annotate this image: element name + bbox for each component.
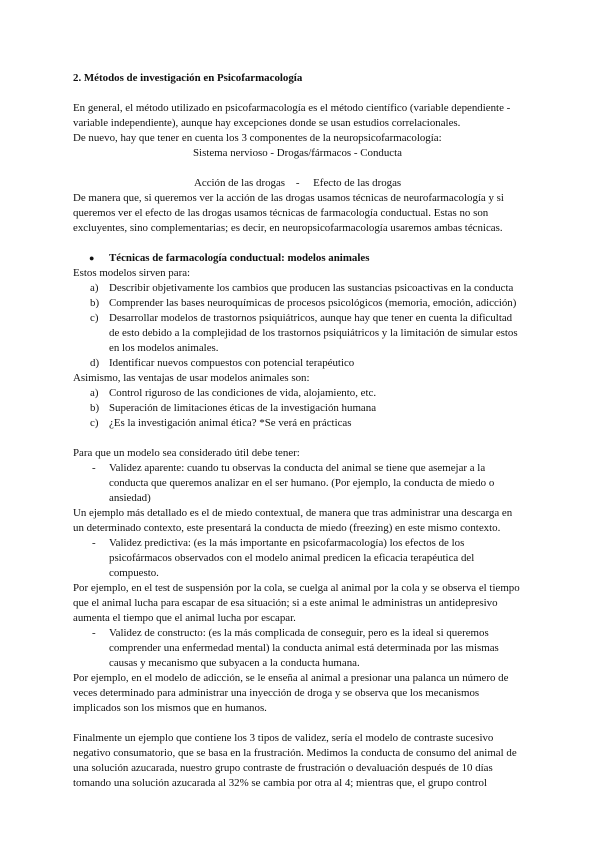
text-line: Un ejemplo más detallado es el de miedo contextual, de manera que tras administrar una descarga en — [73, 507, 513, 519]
list-item-continuation: ansiedad) — [109, 492, 151, 504]
list-item: Validez de constructo: (es la más complicada de conseguir, pero es la ideal si queremos — [109, 627, 489, 639]
text-line: negativo consumatorio, que se basa en la frustración. Medimos la conducta de consumo del animal de — [73, 747, 517, 759]
subsection-title: Técnicas de farmacología conductual: modelos animales — [109, 252, 370, 264]
text-line: tomando una solución azucarada al 32% se cambia por otra al 4; mientras que, el grupo control — [73, 777, 488, 789]
text-line: aumenta el tiempo que el animal lucha por escapar. — [73, 612, 296, 624]
text-line: implicados son los mismos que en humanos. — [73, 702, 267, 714]
text-line: un determinado contexto, este presentará la conducta de miedo (freezing) en este mismo contexto. — [73, 522, 501, 534]
list-item: Describir objetivamente los cambios que producen las sustancias psicoactivas en la conducta — [109, 282, 514, 294]
section-title: 2. Métodos de investigación en Psicofarmacología — [73, 72, 303, 84]
list-item: Comprender las bases neuroquímicas de procesos psicológicos (memoria, emoción, adicción) — [109, 297, 517, 309]
list-marker: b) — [90, 297, 100, 309]
list-item-continuation: causas y mecanismo que subyacen a la conducta humana. — [109, 657, 360, 669]
action-effect-line: Acción de las drogas - Efecto de las drogas — [194, 177, 402, 189]
list-marker: b) — [90, 402, 100, 414]
dash-marker: - — [92, 537, 96, 549]
text-line: Finalmente un ejemplo que contiene los 3 tipos de validez, sería el modelo de contraste sucesivo — [73, 732, 494, 744]
list-item-continuation: psicofármacos observados con el modelo animal predicen la eficacia terapéutica del — [109, 552, 475, 564]
list-marker: c) — [90, 417, 99, 429]
list-marker: d) — [90, 357, 100, 369]
text-line: excluyentes, sino complementarias; es decir, en neuropsicofarmacología usaremos ambas técnicas. — [73, 222, 503, 234]
list-item-continuation: comprender una enfermedad mental) la conducta animal está determinada por las mismas — [109, 642, 499, 654]
list-item: Identificar nuevos compuestos con potencial terapéutico — [109, 357, 355, 369]
list-item-continuation: en los modelos animales. — [109, 342, 219, 354]
list-item: Validez predictiva: (es la más importante en psicofarmacología) los efectos de los — [109, 537, 465, 549]
validity-intro: Para que un modelo sea considerado útil debe tener: — [73, 447, 300, 459]
text-line: Por ejemplo, en el test de suspensión por la cola, se cuelga al animal por la cola y se observa el tiempo — [73, 582, 520, 594]
text-line: En general, el método utilizado en psicofarmacología es el método científico (variable dependiente - — [73, 102, 511, 114]
list-item: ¿Es la investigación animal ética? *Se verá en prácticas — [109, 417, 352, 429]
dash-marker: - — [92, 462, 96, 474]
list-item-continuation: compuesto. — [109, 567, 159, 579]
list-item-continuation: de esto debido a la complejidad de los trastornos psiquiátricos y la limitación de simular estos — [109, 327, 518, 339]
text-line: Por ejemplo, en el modelo de adicción, se le enseña al animal a presionar una palanca un número de — [73, 672, 509, 684]
text-line: variable independiente), aunque hay excepciones donde se usan estudios correlacionales. — [73, 117, 461, 129]
list-marker: c) — [90, 312, 99, 324]
list-item: Superación de limitaciones éticas de la investigación humana — [109, 402, 377, 414]
models-intro: Estos modelos sirven para: — [73, 267, 191, 279]
text-line: que el animal lucha para escapar de esa situación; si a este animal le administras un antidepresivo — [73, 597, 498, 609]
advantages-intro: Asimismo, las ventajas de usar modelos animales son: — [73, 372, 310, 384]
list-marker: a) — [90, 282, 99, 294]
list-item: Validez aparente: cuando tu observas la conducta del animal se tiene que asemejar a la — [109, 462, 486, 474]
text-line: De manera que, si queremos ver la acción de las drogas usamos técnicas de neurofarmacología y si — [73, 192, 504, 204]
text-line: una solución azucarada, nuestro grupo contraste de frustración o devaluación después de 10 días — [73, 762, 493, 774]
list-item: Desarrollar modelos de trastornos psiquiátricos, aunque hay que tener en cuenta la dificultad — [109, 312, 513, 324]
dash-marker: - — [92, 627, 96, 639]
list-marker: a) — [90, 387, 99, 399]
text-line: De nuevo, hay que tener en cuenta los 3 componentes de la neuropsicofarmacología: — [73, 132, 442, 144]
bullet-marker: ● — [89, 253, 95, 263]
components-line: Sistema nervioso - Drogas/fármacos - Conducta — [193, 147, 402, 159]
list-item-continuation: conducta que queremos analizar en el ser humano. (Por ejemplo, la conducta de miedo o — [109, 477, 495, 489]
text-line: queremos ver el efecto de las drogas usamos técnicas de farmacología conductual. Estas no son — [73, 207, 489, 219]
text-line: veces determinado para administrar una inyección de droga y se observa que los mecanismos — [73, 687, 480, 699]
list-item: Control riguroso de las condiciones de vida, alojamiento, etc. — [109, 387, 377, 399]
